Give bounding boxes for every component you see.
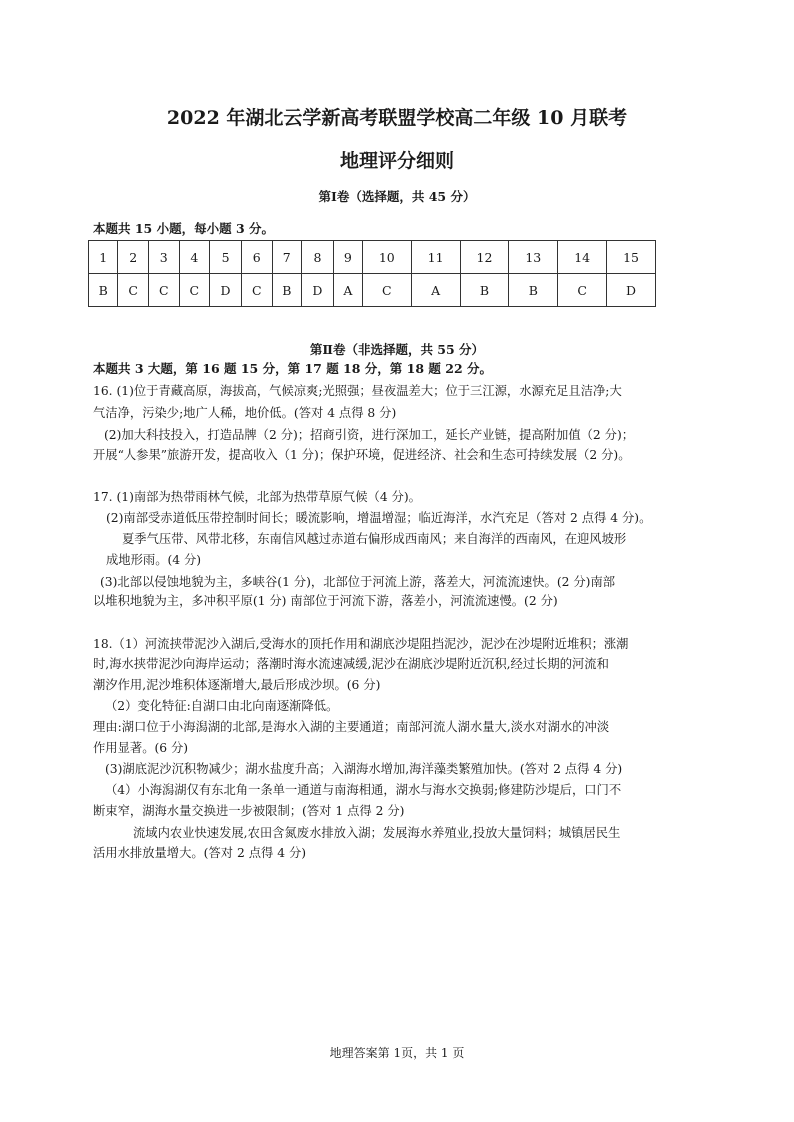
answer-cell: C (179, 274, 210, 307)
answer-cell: D (607, 274, 656, 307)
answer-cell: B (89, 274, 118, 307)
question-number: 15 (607, 241, 656, 274)
answer-line: 18.（1）河流挟带泥沙入湖后,受海水的顶托作用和湖底沙堤阻挡泥沙，泥沙在沙堤附近堆积；涨潮 (93, 637, 629, 651)
question-number: 12 (460, 241, 509, 274)
answer-cell: D (302, 274, 334, 307)
answer-row (89, 274, 656, 307)
answer-cell: C (118, 274, 149, 307)
part1-intro: 本题共 15 小题，每小题 3 分。 (93, 221, 275, 236)
answer-cell: C (242, 274, 273, 307)
question-number: 14 (558, 241, 607, 274)
part2-heading: 第Ⅱ卷（非选择题，共 55 分） (309, 342, 485, 357)
answer-line: 断束窄，湖海水量交换进一步被限制；(答对 1 点得 2 分) (93, 804, 405, 818)
answer-line: 气洁净，污染少;地广人稀，地价低。(答对 4 点得 8 分) (93, 406, 397, 420)
question-number: 7 (272, 241, 301, 274)
answer-line: 成地形雨。(4 分) (106, 553, 202, 567)
answer-line: (2)加大科技投入，打造品牌（2 分)；招商引资，进行深加工，延长产业链，提高附加值（2 分)； (104, 428, 635, 442)
question-number: 5 (210, 241, 242, 274)
answer-line: (3)北部以侵蚀地貌为主，多峡谷(1 分)，北部位于河流上游，落差大，河流流速快。(2 分)南部 (100, 575, 616, 589)
answer-cell: C (362, 274, 411, 307)
question-number: 11 (411, 241, 460, 274)
answer-line: 活用水排放量增大。(答对 2 点得 4 分) (93, 846, 307, 860)
answer-line: 作用显著。(6 分) (93, 741, 189, 755)
answer-line: 理由:湖口位于小海潟湖的北部,是海水入湖的主要通道；南部河流人湖水量大,淡水对湖水的冲淡 (93, 720, 610, 734)
page-title: 2022 年湖北云学新高考联盟学校高二年级 10 月联考 (166, 107, 628, 129)
part1-heading: 第Ⅰ卷（选择题，共 45 分） (318, 189, 476, 204)
question-number: 3 (149, 241, 180, 274)
question-number: 10 (362, 241, 411, 274)
question-number: 1 (89, 241, 118, 274)
question-number: 13 (509, 241, 558, 274)
answer-cell: A (411, 274, 460, 307)
page-subtitle: 地理评分细则 (339, 150, 454, 172)
answer-line: 夏季气压带、风带北移，东南信风越过赤道右偏形成西南风；来自海洋的西南风，在迎风坡形 (122, 532, 627, 546)
answer-line: （4）小海潟湖仅有东北角一条单一通道与南海相通，湖水与海水交换弱;修建防沙堤后，口门不 (105, 783, 622, 797)
answer-line: 以堆积地貌为主，多冲积平原(1 分) 南部位于河流下游，落差小，河流流速慢。(2 分) (93, 594, 558, 608)
answer-cell: B (509, 274, 558, 307)
question-number: 8 (302, 241, 334, 274)
question-number-row (89, 241, 656, 274)
answer-line: 流域内农业快速发展,农田含氮废水排放入湖；发展海水养殖业,投放大量饲料；城镇居民生 (133, 826, 621, 840)
question-number: 6 (242, 241, 273, 274)
question-number: 2 (118, 241, 149, 274)
answer-cell: A (333, 274, 362, 307)
answer-line: 17. (1)南部为热带雨林气候，北部为热带草原气候（4 分)。 (93, 490, 421, 504)
answer-line: 开展“人参果”旅游开发，提高收入（1 分)；保护环境，促进经济、社会和生态可持续发展（2 分)。 (93, 448, 631, 462)
answer-table (88, 240, 656, 307)
answer-cell: C (149, 274, 180, 307)
page-footer: 地理答案第 1页，共 1 页 (329, 1046, 465, 1060)
answer-line: 潮汐作用,泥沙堆积体逐渐增大,最后形成沙坝。(6 分) (93, 678, 381, 692)
answer-line: 时,海水挟带泥沙向海岸运动；落潮时海水流速减缓,泥沙在湖底沙堤附近沉积,经过长期的河流和 (93, 657, 609, 671)
answer-line: （2）变化特征:自湖口由北向南逐渐降低。 (105, 699, 339, 713)
answer-cell: D (210, 274, 242, 307)
answer-cell: B (460, 274, 509, 307)
answer-line: 16. (1)位于青藏高原，海拔高，气候凉爽;光照强；昼夜温差大；位于三江源，水源充足且洁净;大 (93, 384, 622, 398)
part2-intro: 本题共 3 大题，第 16 题 15 分，第 17 题 18 分，第 18 题 22 分。 (93, 361, 492, 376)
answer-cell: C (558, 274, 607, 307)
answer-line: (2)南部受赤道低压带控制时间长；暖流影响，增温增湿；临近海洋，水汽充足（答对 2 点得 4 分)。 (106, 511, 652, 525)
question-number: 4 (179, 241, 210, 274)
question-number: 9 (333, 241, 362, 274)
answer-cell: B (272, 274, 301, 307)
answer-line: (3)湖底泥沙沉积物减少；湖水盐度升高；入湖海水增加,海洋藻类繁殖加快。(答对 2 点得 4 分) (105, 762, 623, 776)
